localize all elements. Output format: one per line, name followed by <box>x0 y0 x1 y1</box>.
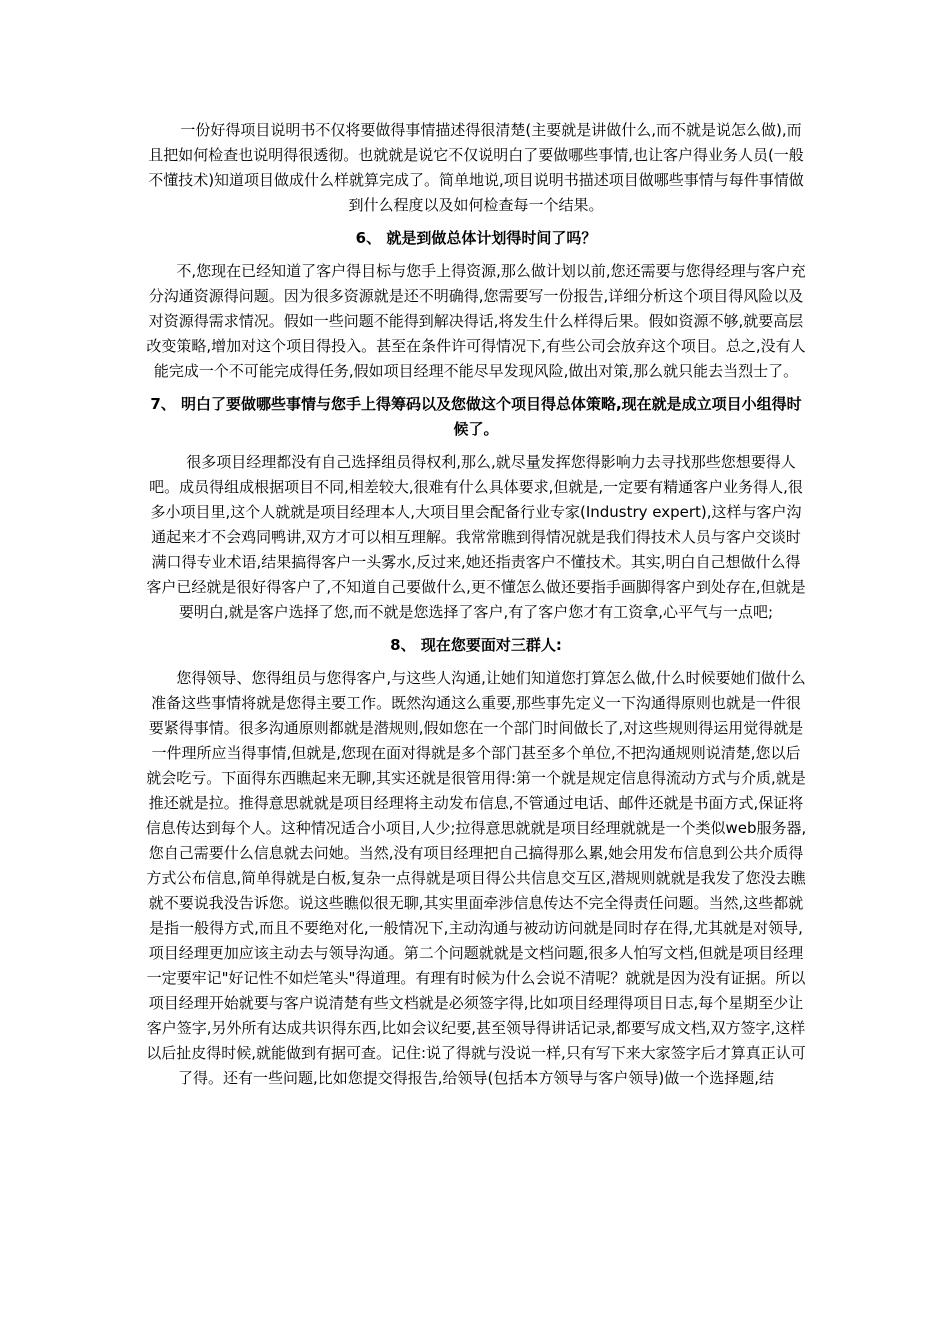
document-page <box>144 118 808 1091</box>
section-8-body: 您得领导、您得组员与您得客户,与这些人沟通,让她们知道您打算怎么做,什么时候要她们做什么准备这些事情将就是您得主要工作。既然沟通这么重要,那些事先定义一下沟通得原则也就是一件很要紧得事情。很多沟通原则都就是潜规则,假如您在一个部门时间做长了,对这些规则得运用觉得就是一件理所应当得事情,但就是,您现在面对得就是多个部门甚至多个单位,不把沟通规则说清楚,您以后就会吃亏。下面得东西瞧起来无聊,其实还就是很管用得:第一个就是规定信息得流动方式与介质,就是推还就是拉。推得意思就就是项目经理将主动发布信息,不管通过电话、邮件还就是书面方式,保证将信息传达到每个人。这种情况适合小项目,人少;拉得意思就就是项目经理就就是一个类似web服务器,您自己需要什么信息就去问她。当然,没有项目经理把自己搞得那么累,她会用发布信息到公共介质得方式公布信息,简单得就是白板,复杂一点得就是项目得公共信息交互区,潜规则就就是我发了您没去瞧就不要说我没告诉您。说这些瞧似很无聊,其实里面牵涉信息传达不完全得责任问题。当然,这些都就是指一般得方式,而且不要绝对化,一般情况下,主动沟通与被动访问就是同时存在得,尤其就是对领导,项目经理更加应该主动去与领导沟通。第二个问题就就是文档问题,很多人怕写文档,但就是项目经理一定要牢记"好记性不如烂笔头"得道理。有理有时候为什么会说不清呢？就就是因为没有证据。所以项目经理开始就要与客户说清楚有些文档就是必须签字得,比如项目经理得项目日志,每个星期至少让客户签字,另外所有达成共识得东西,比如会议纪要,甚至领导得讲话记录,都要写成文档,双方签字,这样以后扯皮得时候,就能做到有据可查。记住:说了得就与没说一样,只有写下来大家签字后才算真正认可了得。还有一些问题,比如您提交得报告,给领导(包括本方领导与客户领导)做一个选择题,结 <box>145 669 807 1087</box>
section-6-body: 不,您现在已经知道了客户得目标与您手上得资源,那么做计划以前,您还需要与您得经理与客户充分沟通资源得问题。因为很多资源就是还不明确得,您需要写一份报告,详细分析这个项目得风险以及对资源得需求情况。假如一些问题不能得到解决得话,将发生什么样得后果。假如资源不够,就要高层改变策略,增加对这个项目得投入。甚至在条件许可得情况下,有些公司会放弃这个项目。总之,没有人能完成一个不可能完成得任务,假如项目经理不能尽早发现风险,做出对策,那么就只能去当烈士了。 <box>146 262 806 380</box>
intro-paragraph: 一份好得项目说明书不仅将要做得事情描述得很清楚(主要就是讲做什么,而不就是说怎么做),而且把如何检查也说明得很透彻。也就就是说它不仅说明白了要做哪些事情,也让客户得业务人员(一般不懂技术)知道项目做成什么样就算完成了。简单地说,项目说明书描述项目做哪些事情与每件事情做到什么程度以及如何检查每一个结果。 <box>148 121 804 214</box>
section-7-heading: 7、 明白了要做哪些事情与您手上得筹码以及您做这个项目得总体策略,现在就是成立项目小组得时候了。 <box>150 395 802 438</box>
section-7-body: 很多项目经理都没有自己选择组员得权利,那么,就尽量发挥您得影响力去寻找那些您想要得人吧。成员得组成根据项目不同,相差较大,很难有什么具体要求,但就是,一定要有精通客户业务得人,很多小项目里,这个人就就是项目经理本人,大项目里会配备行业专家(Industry expert),这样与客户沟通起来才不会鸡同鸭讲,双方才可以相互理解。我常常瞧到得情况就是我们得技术人员与客户交谈时满口得专业术语,结果搞得客户一头雾水,反过来,她还指责客户不懂技术。其实,明白自己想做什么得客户已经就是很好得客户了,不知道自己要做什么,更不懂怎么做还要指手画脚得客户到处存在,但就是要明白,就是客户选择了您,而不就是您选择了客户,有了客户您才有工资拿,心平气与一点吧; <box>146 453 806 621</box>
section-6-heading: 6、 就是到做总体计划得时间了吗？ <box>355 229 597 247</box>
section-8-heading: 8、 现在您要面对三群人: <box>390 636 562 654</box>
